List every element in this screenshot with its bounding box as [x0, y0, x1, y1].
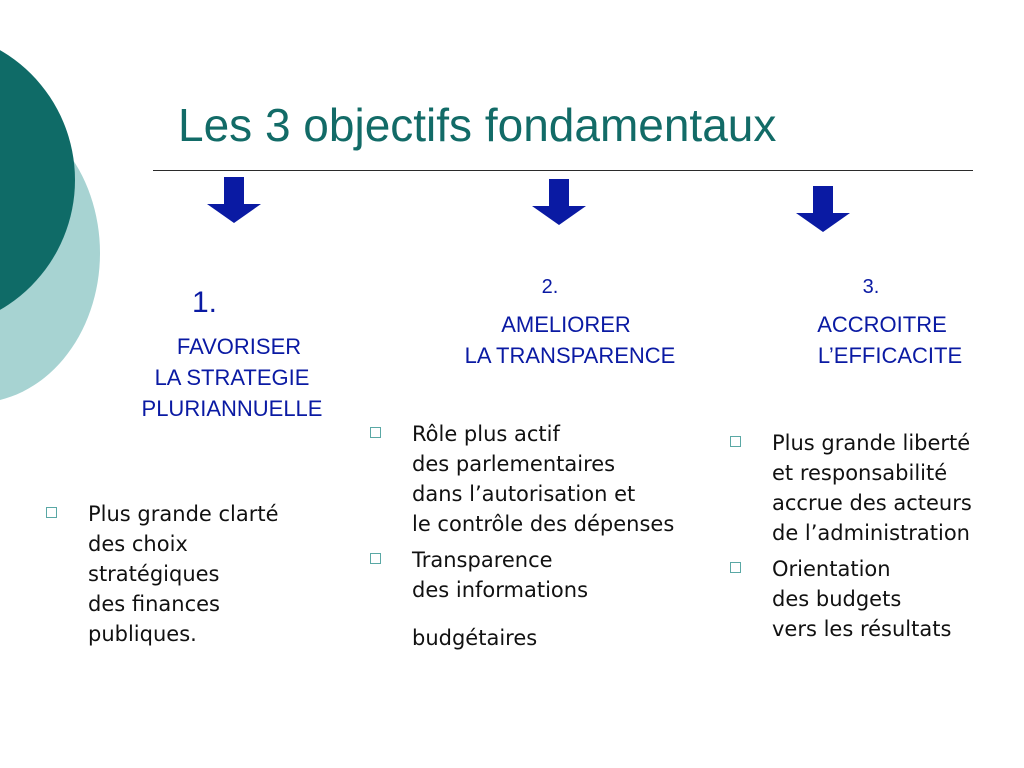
list-item: [730, 554, 972, 644]
bullet-line: publiques.: [88, 622, 197, 646]
down-arrow-icon: [532, 179, 586, 225]
objective-number: 2.: [541, 276, 559, 298]
bullet-line: Plus grande clarté: [88, 502, 279, 526]
slide-title: Les 3 objectifs fondamentaux: [178, 99, 777, 151]
square-bullet-icon: [370, 553, 381, 564]
square-bullet-icon: [730, 562, 741, 573]
objective-heading-1: [114, 283, 350, 424]
bullet-line: accrue des acteurs: [772, 491, 972, 515]
bullet-list-1: [46, 499, 279, 649]
bullet-line: Plus grande liberté: [772, 431, 971, 455]
objective-number: 1.: [192, 286, 218, 319]
objective-number: 3.: [862, 276, 880, 298]
heading-line: ACCROITRE: [817, 312, 947, 337]
bullet-line: et responsabilité: [772, 461, 948, 485]
bullet-line: budgétaires: [412, 626, 538, 650]
square-bullet-icon: [730, 436, 741, 447]
heading-line: AMELIORER: [501, 312, 631, 337]
objective-heading-2: [440, 272, 700, 371]
square-bullet-icon: [46, 507, 57, 518]
bullet-line: stratégiques: [88, 562, 220, 586]
heading-line: LA STRATEGIE: [154, 365, 310, 390]
bullet-line: dans l’autorisation et: [412, 482, 636, 506]
down-arrow-icon: [796, 186, 850, 232]
heading-line: PLURIANNUELLE: [141, 396, 323, 421]
list-item: [370, 545, 674, 653]
down-arrow-icon: [207, 177, 261, 223]
bullet-line: des budgets: [772, 587, 902, 611]
heading-line: L’EFFICACITE: [817, 343, 963, 368]
list-item: [370, 419, 674, 539]
bullet-line: des informations: [412, 578, 589, 602]
bullet-line: des finances: [88, 592, 220, 616]
bullet-line: le contrôle des dépenses: [412, 512, 675, 536]
bullet-line: Orientation: [772, 557, 891, 581]
bullet-list-2: [370, 419, 674, 653]
bullet-line: vers les résultats: [772, 617, 952, 641]
bullet-line: Transparence: [412, 548, 553, 572]
objective-heading-3: [790, 272, 990, 371]
bullet-list-3: [730, 428, 972, 644]
square-bullet-icon: [370, 427, 381, 438]
bullet-line: de l’administration: [772, 521, 970, 545]
list-item: [730, 428, 972, 548]
bullet-line: des parlementaires: [412, 452, 616, 476]
title-divider: [153, 170, 973, 171]
list-item: [46, 499, 279, 649]
heading-line: FAVORISER: [176, 334, 302, 359]
bullet-line: des choix: [88, 532, 188, 556]
bullet-line: Rôle plus actif: [412, 422, 560, 446]
heading-line: LA TRANSPARENCE: [464, 343, 676, 368]
